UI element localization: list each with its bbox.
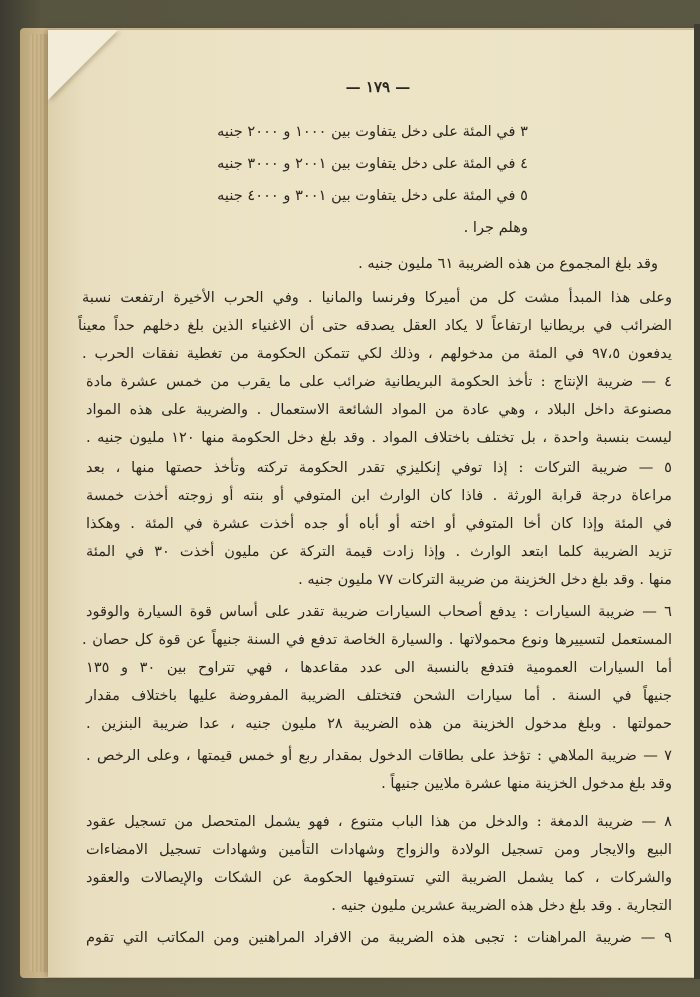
text-line-7: الضرائب في بريطانيا ارتفاعاً لا يكاد العقل يصدقه حتى أن الاغنياء الذين بلغ دخلهم حداً معيناً bbox=[78, 317, 672, 334]
text-line-23: وقد بلغ مدخول الخزينة منها عشرة ملايين جنيهاً . bbox=[381, 775, 672, 792]
text-line-27: التجارية . وقد بلغ دخل هذه الضريبة عشرين مليون جنيه . bbox=[331, 897, 672, 914]
text-line-3: ٥ في المئة على دخل يتفاوت بين ٣٠٠١ و ٤٠٠٠ جنيه bbox=[217, 187, 528, 204]
text-line-20: جنيهاً في السنة . أما سيارات الشحن فتختلف الضريبة المفروضة عليها باختلاف مقدار bbox=[86, 687, 672, 704]
text-line-13: مراعاة درجة قرابة الورثة . فاذا كان الوارث ابن المتوفي أو بنته أو زوجته أخذت خمسة bbox=[86, 487, 672, 504]
text-line-2: ٤ في المئة على دخل يتفاوت بين ٢٠٠١ و ٣٠٠٠ جنيه bbox=[217, 155, 528, 172]
text-line-14: في المئة وإذا كان أخا المتوفي أو اخته أو أباه أو جده أخذت عشرة في المئة . وهكذا bbox=[86, 515, 672, 532]
page-stack-edge bbox=[30, 34, 50, 972]
text-line-4: وهلم جرا . bbox=[463, 219, 528, 236]
text-line-11: ليست بنسبة واحدة ، بل تختلف باختلاف المواد . وقد بلغ دخل الحكومة منها ١٢٠ مليون جنيه . bbox=[86, 429, 672, 446]
text-line-18: المستعمل لتسييرها ونوع محمولاتها . والسيارة الخاصة تدفع في السنة جنيهاً عن قوة كل حصان . bbox=[82, 631, 672, 648]
page-number: — ١٧٩ — bbox=[345, 78, 411, 96]
binding-shadow bbox=[694, 24, 700, 979]
text-line-21: حمولتها . وبلغ مدخول الخزينة من هذه الضريبة ٢٨ مليون جنيه ، عدا ضريبة البنزين . bbox=[86, 715, 673, 732]
text-line-9: ٤ — ضريبة الإنتاج : تأخذ الحكومة البريطانية ضرائب على ما يقرب من خمس عشرة مادة bbox=[86, 373, 672, 390]
text-line-19: أما السيارات العمومية فتدفع بالنسبة الى عدد مقاعدها ، فهي تتراوح بين ٣٠ و ١٣٥ bbox=[86, 659, 673, 676]
text-line-22: ٧ — ضريبة الملاهي : تؤخذ على بطاقات الدخول بمقدار ربع أو خمس قيمتها ، وعلى الرخص . bbox=[86, 747, 672, 764]
text-line-16: منها . وقد بلغ دخل الخزينة من ضريبة التركات ٧٧ مليون جنيه . bbox=[298, 571, 672, 588]
text-line-1: ٣ في المئة على دخل يتفاوت بين ١٠٠٠ و ٢٠٠٠ جنيه bbox=[217, 123, 528, 140]
text-line-24: ٨ — ضريبة الدمغة : والدخل من هذا الباب متنوع ، فهو يشمل المتحصل من تسجيل عقود bbox=[86, 813, 672, 830]
text-line-8: يدفعون ٩٧،٥ في المئة من مدخولهم ، وذلك لكي تتمكن الحكومة من تغطية نفقات الحرب . bbox=[82, 345, 672, 362]
text-line-15: تزيد الضريبة كلما ابتعد الوارث . وإذا زادت قيمة التركة عن مليون أخذت ٣٠ في المئة bbox=[86, 543, 672, 560]
text-line-12: ٥ — ضريبة التركات : إذا توفي إنكليزي تقدر الحكومة تركته وتأخذ حصتها منها ، بعد bbox=[86, 459, 672, 476]
text-line-26: والشركات ، كما يشمل الضريبة التي تستوفيها الحكومة عن الشكات والإيصالات والعقود bbox=[86, 869, 672, 886]
text-line-28: ٩ — ضريبة المراهنات : تجبى هذه الضريبة من الافراد المراهنين ومن المكاتب التي تقوم bbox=[86, 929, 672, 946]
text-line-5: وقد بلغ المجموع من هذه الضريبة ٦١ مليون جنيه . bbox=[358, 255, 658, 272]
text-line-6: وعلى هذا المبدأ مشت كل من أميركا وفرنسا والمانيا . وفي الحرب الأخيرة ارتفعت نسبة bbox=[82, 289, 672, 306]
text-line-25: البيع والايجار ومن تسجيل الولادة والزواج وشهادات التأمين وشهادات تسجيل الامضاءات bbox=[86, 841, 672, 858]
text-line-17: ٦ — ضريبة السيارات : يدفع أصحاب السيارات ضريبة تقدر على أساس قوة السيارة والوقود bbox=[86, 603, 672, 620]
text-line-10: مصنوعة داخل البلاد ، وهي عادة من المواد الشائعة الاستعمال . والضريبة على هذه المواد bbox=[86, 401, 672, 418]
